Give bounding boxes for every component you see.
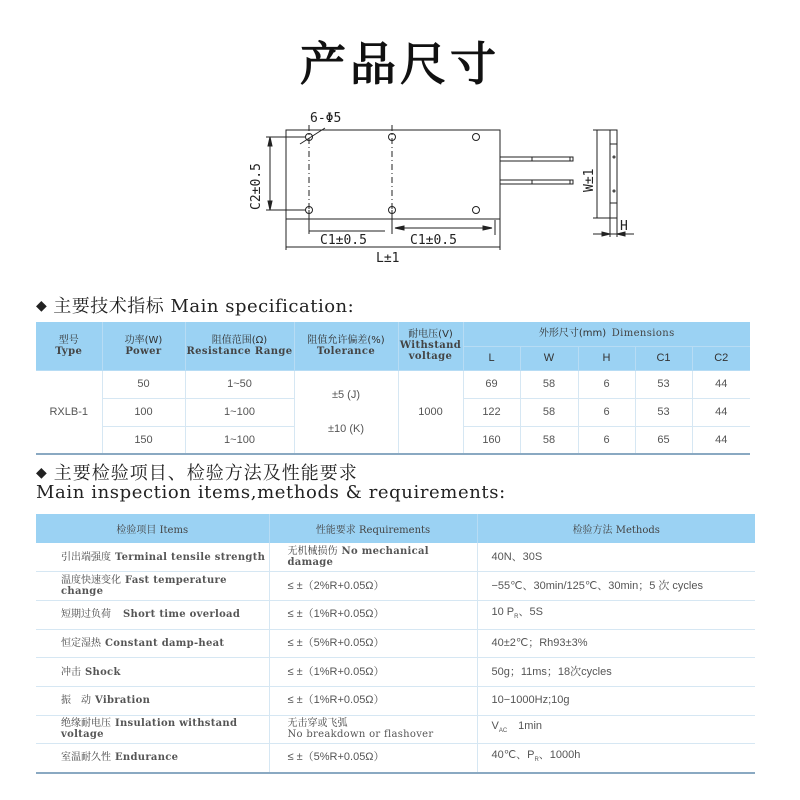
c1-left-label: C1±0.5 <box>320 233 367 248</box>
width-label: W±1 <box>582 168 597 192</box>
col-items: 检验项目 Items <box>36 514 269 543</box>
page-title: 产品尺寸 <box>300 37 500 91</box>
col-c1: C1 <box>635 346 692 370</box>
c2-label: C2±0.5 <box>249 163 264 210</box>
inspection-section-heading-cn: ◆ 主要检验项目、检验方法及性能要求 <box>36 463 358 484</box>
model-cell: RXLB-1 <box>36 370 102 454</box>
height-label: H <box>620 219 628 234</box>
c1-right-label: C1±0.5 <box>410 233 457 248</box>
table-row: 温度快速变化 Fast temperature change ≤ ±（2%R+0.05Ω） −55℃、30min/125℃、30min；5 次 cycles <box>36 572 755 601</box>
spec-table <box>36 322 750 455</box>
inspection-section-heading-en: Main inspection items,methods & requirements: <box>36 482 506 503</box>
table-row: 室温耐久性 Endurance ≤ ±（5%R+0.05Ω） 40℃、$P_R$、1000h <box>36 744 755 773</box>
table-row: 100 1~100 122 58 6 53 44 <box>36 398 750 426</box>
tolerance-cell: ±5 (J) ±10 (K) <box>294 370 398 454</box>
col-c2: C2 <box>692 346 750 370</box>
table-row: 恒定湿热 Constant damp-heat ≤ ±（5%R+0.05Ω） 40±2℃；Rh93±3% <box>36 629 755 658</box>
col-h: H <box>578 346 635 370</box>
col-methods: 检验方法 Methods <box>477 514 755 543</box>
diamond-bullet-icon: ◆ <box>36 298 48 314</box>
col-tolerance: 阻值允许偏差(%) Tolerance <box>294 322 398 370</box>
col-withstand-voltage: 耐电压(V) Withstand voltage <box>398 322 463 370</box>
col-dimensions: 外形尺寸(mm) Dimensions <box>463 322 750 346</box>
col-requirements: 性能要求 Requirements <box>269 514 477 543</box>
length-label: L±1 <box>376 251 400 266</box>
table-row: 150 1~100 160 58 6 65 44 <box>36 426 750 454</box>
hole-label: 6-Φ5 <box>310 111 342 126</box>
col-l: L <box>463 346 520 370</box>
table-row: 引出端强度 Terminal tensile strength 无机械损伤 No mechanical damage 40N、30S <box>36 543 755 572</box>
col-power: 功率(W) Power <box>102 322 185 370</box>
col-type: 型号 Type <box>36 322 102 370</box>
diamond-bullet-icon: ◆ <box>36 465 48 481</box>
col-w: W <box>520 346 578 370</box>
spec-section-heading: ◆ 主要技术指标 Main specification: <box>36 296 355 317</box>
dimension-drawing <box>230 100 650 280</box>
col-resistance-range: 阻值范围(Ω) Resistance Range <box>185 322 294 370</box>
voltage-cell: 1000 <box>398 370 463 454</box>
resistor-outline-diagram <box>230 100 650 280</box>
table-row: 振 动 Vibration ≤ ±（1%R+0.05Ω） 10−1000Hz;10g <box>36 686 755 715</box>
table-row: 绝缘耐电压 Insulation withstand voltage 无击穿或飞弧 No breakdown or flashover $V_{AC}$ 1min <box>36 715 755 744</box>
inspection-table <box>36 514 755 774</box>
table-row: 短期过负荷 Short time overload ≤ ±（1%R+0.05Ω） 10 $P_R$、5S <box>36 600 755 629</box>
table-row: 冲击 Shock ≤ ±（1%R+0.05Ω） 50g；11ms；18次cycles <box>36 658 755 687</box>
table-row: RXLB-1 50 1~50 ±5 (J) ±10 (K) 1000 69 58 6 53 44 <box>36 370 750 398</box>
